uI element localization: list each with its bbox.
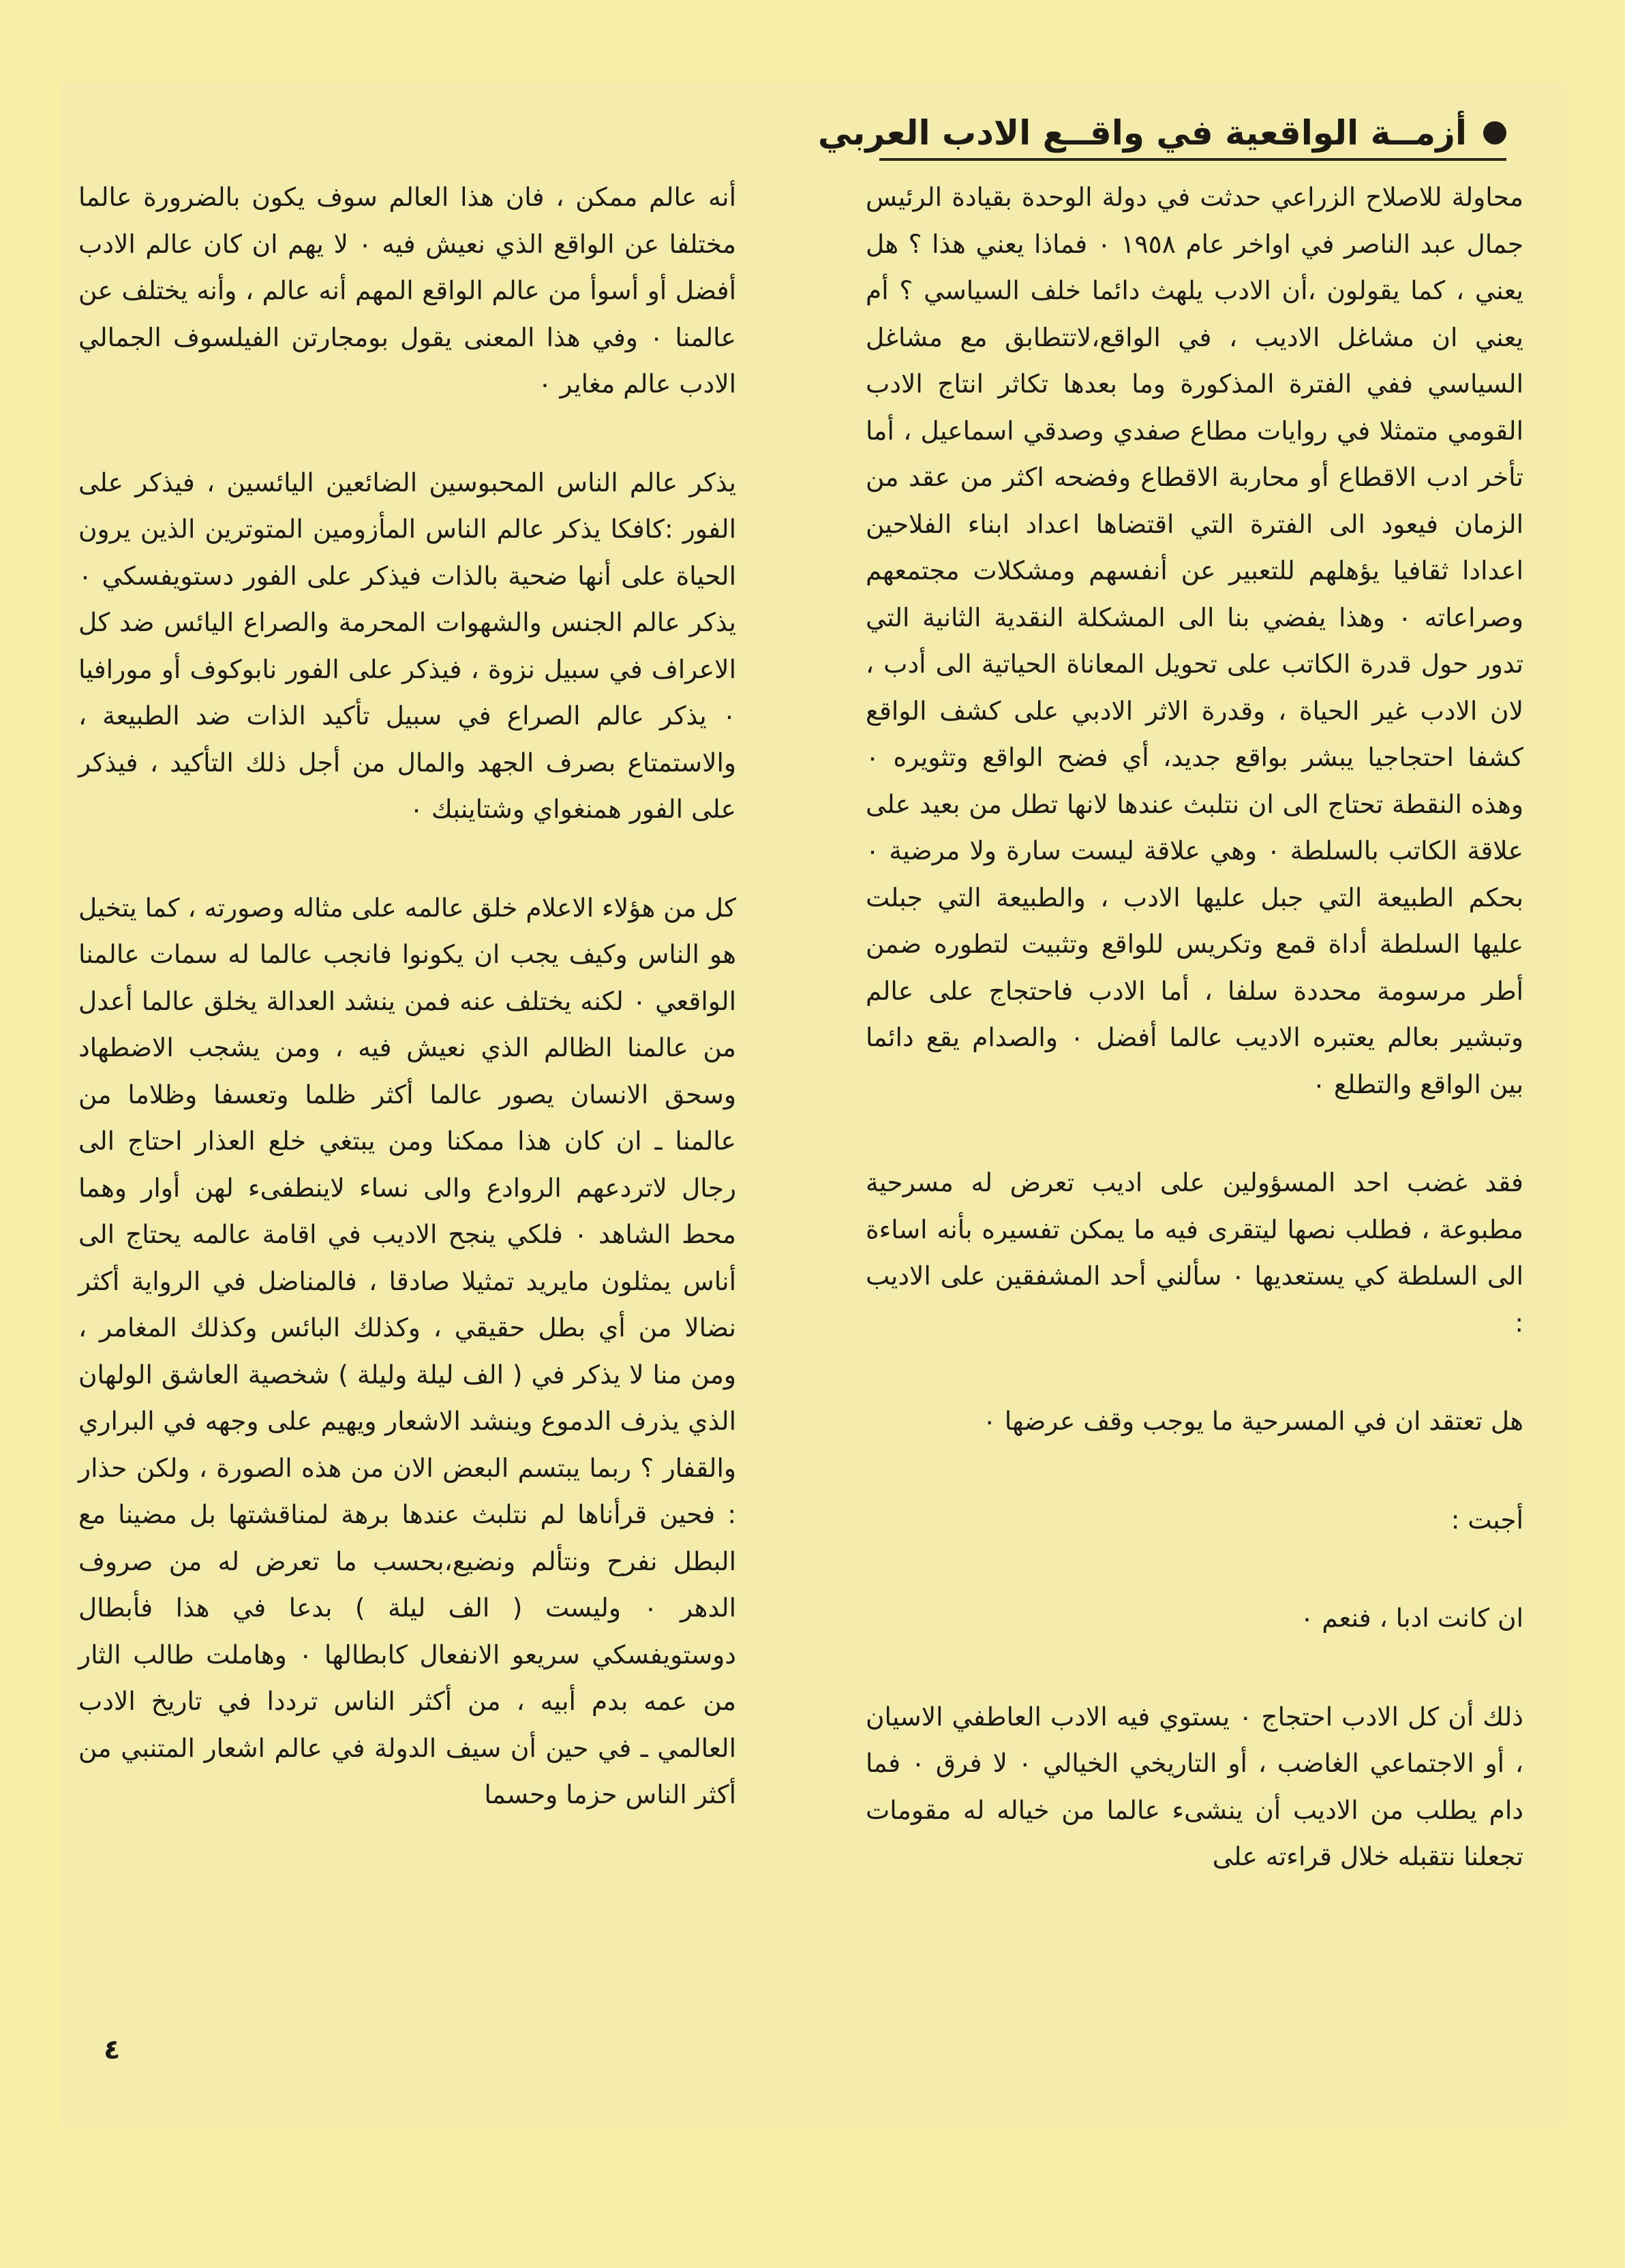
right-column <box>866 174 1523 1880</box>
header-rule <box>879 158 1506 161</box>
paragraph: فقد غضب احد المسؤولين على اديب تعرض له مسرحية مطبوعة ، فطلب نصها ليتقرى فيه ما يمكن تفسيره بأنه اساءة الى السلطة كي يستعديها ٠ سألني أحد المشفقين على الاديب : <box>866 1167 1523 1338</box>
paragraph: أنه عالم ممكن ، فان هذا العالم سوف يكون بالضرورة عالما مختلفا عن الواقع الذي نعيش فيه ٠ لا يهم ان كان عالم الادب أفضل أو أسوأ من عالم الواقع المهم أنه عالم ، وأنه يختلف عن عالمنا ٠ وفي هذا المعنى يقول بومجارتن الفيلسوف الجمالي الادب عالم مغاير ٠ <box>78 182 736 399</box>
paragraph: كل من هؤلاء الاعلام خلق عالمه على مثاله وصورته ، كما يتخيل هو الناس وكيف يجب ان يكونوا فانجب عالما له سمات عالمنا الواقعي ٠ لكنه يختلف عنه فمن ينشد العدالة يخلق عالما أعدل من عالمنا الظالم الذي نعيش فيه ، ومن يشجب الاضطهاد وسحق الانسان يصور عالما أكثر ظلما وتعسفا وظلاما من عالمنا ـ ان كان هذا ممكنا ومن يبتغي خلع العذار احتاج الى رجال لاتردعهم الروادع والى نساء لاينطفىء لهن أوار وهما محط الشاهد ٠ فلكي ينجح الاديب في اقامة عالمه يحتاج الى أناس يمثلون مايريد تمثيلا صادقا ، فالمناضل في الرواية أكثر نضالا من أي بطل حقيقي ، وكذلك البائس وكذلك المغامر ، ومن منا لا يذكر في ( الف ليلة وليلة ) شخصية العاشق الولهان الذي يذرف الدموع وينشد الاشعار ويهيم على وجهه في البراري والقفار ؟ ربما يبتسم البعض الان من هذه الصورة ، ولكن حذار : فحين قرأناها لم نتلبث عندها برهة لمناقشتها بل مضينا مع البطل نفرح ونتألم ونضيع،بحسب ما تعرض له من صروف الدهر ٠ وليست ( الف ليلة ) بدعا في هذا فأبطال دوستويفسكي سريعو الانفعال كابطالها ٠ وهاملت طالب الثار من عمه بدم أبيه ، من أكثر الناس ترددا في تاريخ الادب العالمي ـ في حين أن سيف الدولة في عالم اشعار المتنبي من أكثر الناس حزما وحسما <box>78 892 736 1809</box>
paragraph: هل تعتقد ان في المسرحية ما يوجب وقف عرضها ٠ <box>982 1406 1523 1436</box>
paragraph: محاولة للاصلاح الزراعي حدثت في دولة الوحدة بقيادة الرئيس جمال عبد الناصر في اواخر عام ١٩٥٨ ٠ فماذا يعني هذا ؟ هل يعني ، كما يقولون ،أن الادب يلهث دائما خلف السياسي ؟ أم يعني ان مشاغل الاديب ، في الواقع،لاتتطابق مع مشاغل السياسي ففي الفترة المذكورة وما بعدها تكاثر انتاج الادب القومي متمثلا في روايات مطاع صفدي وصدقي اسماعيل ، أما تأخر ادب الاقطاع أو محاربة الاقطاع وفضحه اكثر من عقد من الزمان فيعود الى الفترة التي اقتضاها اعداد ابناء الفلاحين اعدادا ثقافيا يؤهلهم للتعبير عن أنفسهم ومشكلات مجتمعهم وصراعاته ٠ وهذا يفضي بنا الى المشكلة النقدية الثانية التي تدور حول قدرة الكاتب على تحويل المعاناة الحياتية الى أدب ، لان الادب غير الحياة ، وقدرة الاثر الادبي على كشف الواقع كشفا احتجاجيا يبشر بواقع جديد، أي فضح الواقع وتثويره ٠ وهذه النقطة تحتاج الى ان نتلبث عندها لانها تطل من بعيد على علاقة الكاتب بالسلطة ٠ وهي علاقة ليست سارة ولا مرضية ٠ بحكم الطبيعة التي جبل عليها الادب ، والطبيعة التي جبلت عليها السلطة أداة قمع وتكريس للواقع وتثبيت لتطوره ضمن أطر مرسومة محددة سلفا ، أما الادب فاحتجاج على عالم وتبشير بعالم يعتبره الاديب عالما أفضل ٠ والصدام يقع دائما بين الواقع والتطلع ٠ <box>866 182 1524 1099</box>
header-title: أزمــة الواقعية في واقــع الادب العربي <box>817 113 1467 153</box>
bullet-icon <box>1483 121 1506 144</box>
left-column <box>78 174 736 1818</box>
running-header <box>817 109 1506 157</box>
paragraph: ان كانت ادبا ، فنعم ٠ <box>1300 1603 1523 1633</box>
paragraph: يذكر عالم الناس المحبوسين الضائعين اليائسين ، فيذكر على الفور :كافكا يذكر عالم الناس المأزومين المتوترين الذين يرون الحياة على أنها ضحية بالذات فيذكر على الفور دستويفسكي ٠ يذكر عالم الجنس والشهوات المحرمة والصراع اليائس ضد كل الاعراف في سبيل نزوة ، فيذكر على الفور نابوكوف أو مورافيا ٠ يذكر عالم الصراع في سبيل تأكيد الذات ضد الطبيعة ، والاستمتاع بصرف الجهد والمال من أجل ذلك التأكيد ، فيذكر على الفور همنغواي وشتاينبك ٠ <box>78 467 736 824</box>
paragraph: أجبت : <box>1451 1504 1523 1535</box>
page-number: ٤ <box>104 2034 121 2066</box>
paragraph: ذلك أن كل الادب احتجاج ٠ يستوي فيه الادب العاطفي الاسيان ، أو الاجتماعي الغاضب ، أو التاريخي الخيالي ٠ لا فرق ٠ فما دام يطلب من الاديب أن ينشىء عالما من خياله له مقومات تجعلنا نتقبله خلال قراءته على <box>866 1701 1523 1871</box>
